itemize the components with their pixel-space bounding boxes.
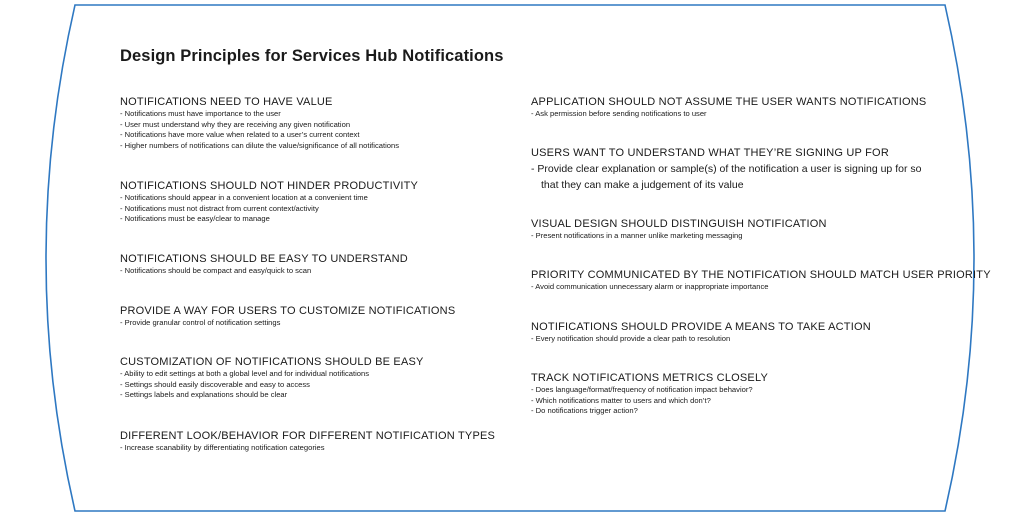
section-heading: NOTIFICATIONS SHOULD PROVIDE A MEANS TO TAKE ACTION [531,321,871,333]
bullet-item: - Notifications must not distract from current context/activity [120,203,319,213]
bullet-item: - Settings labels and explanations should be clear [120,390,288,400]
principle-understand [120,252,408,277]
section-heading: NOTIFICATIONS NEED TO HAVE VALUE [120,96,333,108]
section-heading: PROVIDE A WAY FOR USERS TO CUSTOMIZE NOTIFICATIONS [120,305,456,317]
bullet-item: - Do notifications trigger action? [531,406,638,416]
principle-take-action [531,320,871,345]
principle-productivity [120,179,418,225]
bullet-item: - Does language/format/frequency of notification impact behavior? [531,385,753,394]
principle-permission [531,95,926,120]
section-heading: USERS WANT TO UNDERSTAND WHAT THEY’RE SIGNING UP FOR [531,147,889,159]
bullet-item: - Provide granular control of notification settings [120,318,281,327]
principle-signing-up [531,146,941,193]
bullet-item: - Notifications should appear in a convenient location at a convenient time [120,193,368,202]
bullet-item: - Provide clear explanation or sample(s) of the notification a user is signing up for so that they can make a judgement of its value [531,163,922,191]
principle-different-look [120,429,495,454]
principle-value [120,95,399,151]
page-title: Design Principles for Services Hub Notifications [120,47,504,65]
bullet-item: - Notifications must be easy/clear to manage [120,214,270,224]
bullet-item: - Notifications should be compact and easy/quick to scan [120,266,312,275]
bullet-item: - Settings should easily discoverable and easy to access [120,379,310,389]
section-heading: NOTIFICATIONS SHOULD BE EASY TO UNDERSTAND [120,253,408,265]
bullet-item: - Notifications have more value when related to a user’s current context [120,130,360,140]
principle-metrics [531,371,768,417]
section-heading: TRACK NOTIFICATIONS METRICS CLOSELY [531,372,769,384]
section-heading: VISUAL DESIGN SHOULD DISTINGUISH NOTIFICATION [531,218,827,230]
bullet-item: - Notifications must have importance to the user [120,109,281,118]
section-heading: DIFFERENT LOOK/BEHAVIOR FOR DIFFERENT NOTIFICATION TYPES [120,430,496,442]
bullet-item: - Present notifications in a manner unlike marketing messaging [531,231,743,240]
bullet-item: - Every notification should provide a clear path to resolution [531,334,731,343]
principle-priority [531,268,991,293]
bullet-item: - Ability to edit settings at both a global level and for individual notifications [120,369,370,378]
bullet-item: - Increase scanability by differentiating notification categories [120,443,325,452]
bullet-item: - Ask permission before sending notifications to user [531,109,707,118]
principle-customize-easy [120,355,424,401]
section-heading: APPLICATION SHOULD NOT ASSUME THE USER WANTS NOTIFICATIONS [531,96,927,108]
principle-visual-design [531,217,827,242]
bullet-item: - Higher numbers of notifications can dilute the value/significance of all notifications [120,140,400,150]
bullet-item: - Avoid communication unnecessary alarm or inappropriate importance [531,282,769,291]
bullet-item: - User must understand why they are receiving any given notification [120,119,351,129]
principle-customize [120,304,455,329]
section-heading: CUSTOMIZATION OF NOTIFICATIONS SHOULD BE EASY [120,356,424,368]
bullet-item: - Which notifications matter to users and which don’t? [531,395,711,405]
section-heading: NOTIFICATIONS SHOULD NOT HINDER PRODUCTIVITY [120,180,419,192]
section-heading: PRIORITY COMMUNICATED BY THE NOTIFICATION SHOULD MATCH USER PRIORITY [531,269,991,281]
